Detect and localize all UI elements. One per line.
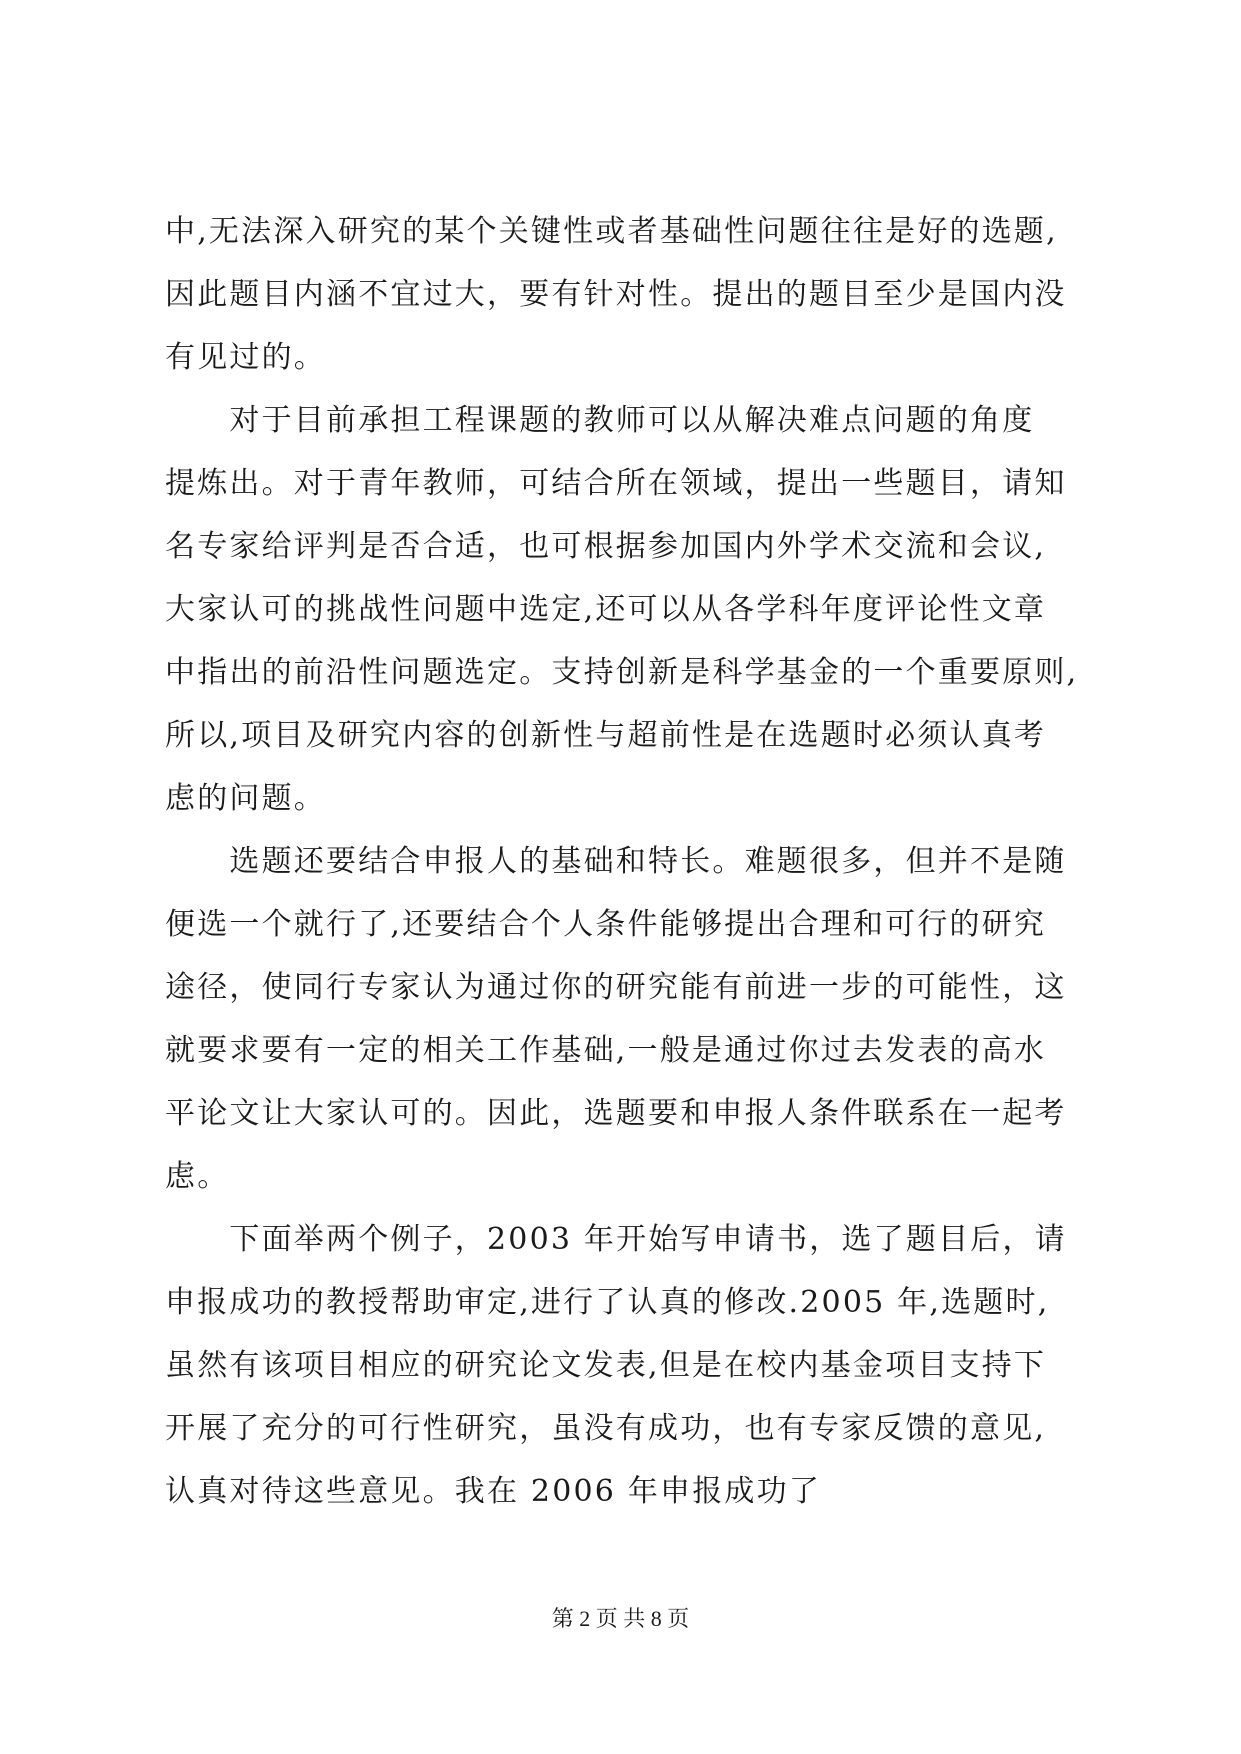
text-line: 提炼出。对于青年教师，可结合所在领域，提出一些题目，请知 [165,466,1067,501]
text-line: 途径，使同行专家认为通过你的研究能有前进一步的可能性，这 [165,970,1067,1005]
text-line: 中,无法深入研究的某个关键性或者基础性问题往往是好的选题, [165,214,1058,249]
text-line: 大家认可的挑战性问题中选定,还可以从各学科年度评论性文章 [165,592,1047,627]
text-line: 下面举两个例子，2003 年开始写申请书，选了题目后，请 [165,1222,1067,1257]
text-line: 虑的问题。 [165,781,326,816]
text-line: 名专家给评判是否合适，也可根据参加国内外学术交流和会议, [165,529,1047,564]
text-line: 虑。 [165,1159,230,1194]
text-line: 中指出的前沿性问题选定。支持创新是科学基金的一个重要原则, [165,655,1079,690]
page-footer: 第 2 页 共 8 页 [551,1606,690,1631]
text-line: 所以,项目及研究内容的创新性与超前性是在选题时必须认真考 [165,718,1047,753]
text-line: 虽然有该项目相应的研究论文发表,但是在校内基金项目支持下 [165,1348,1047,1383]
text-line: 认真对待这些意见。我在 2006 年申报成功了 [165,1474,822,1509]
text-line: 因此题目内涵不宜过大，要有针对性。提出的题目至少是国内没 [165,277,1067,312]
text-line: 申报成功的教授帮助审定,进行了认真的修改.2005 年,选题时, [165,1285,1050,1320]
text-line: 平论文让大家认可的。因此，选题要和申报人条件联系在一起考 [165,1096,1067,1131]
text-line: 对于目前承担工程课题的教师可以从解决难点问题的角度 [165,403,1035,438]
text-line: 选题还要结合申报人的基础和特长。难题很多，但并不是随 [165,844,1067,879]
text-line: 便选一个就行了,还要结合个人条件能够提出合理和可行的研究 [165,907,1047,942]
text-line: 有见过的。 [165,340,326,375]
body-text [165,200,1105,1523]
text-line: 开展了充分的可行性研究，虽没有成功，也有专家反馈的意见, [165,1411,1047,1446]
text-line: 就要求要有一定的相关工作基础,一般是通过你过去发表的高水 [165,1033,1047,1068]
